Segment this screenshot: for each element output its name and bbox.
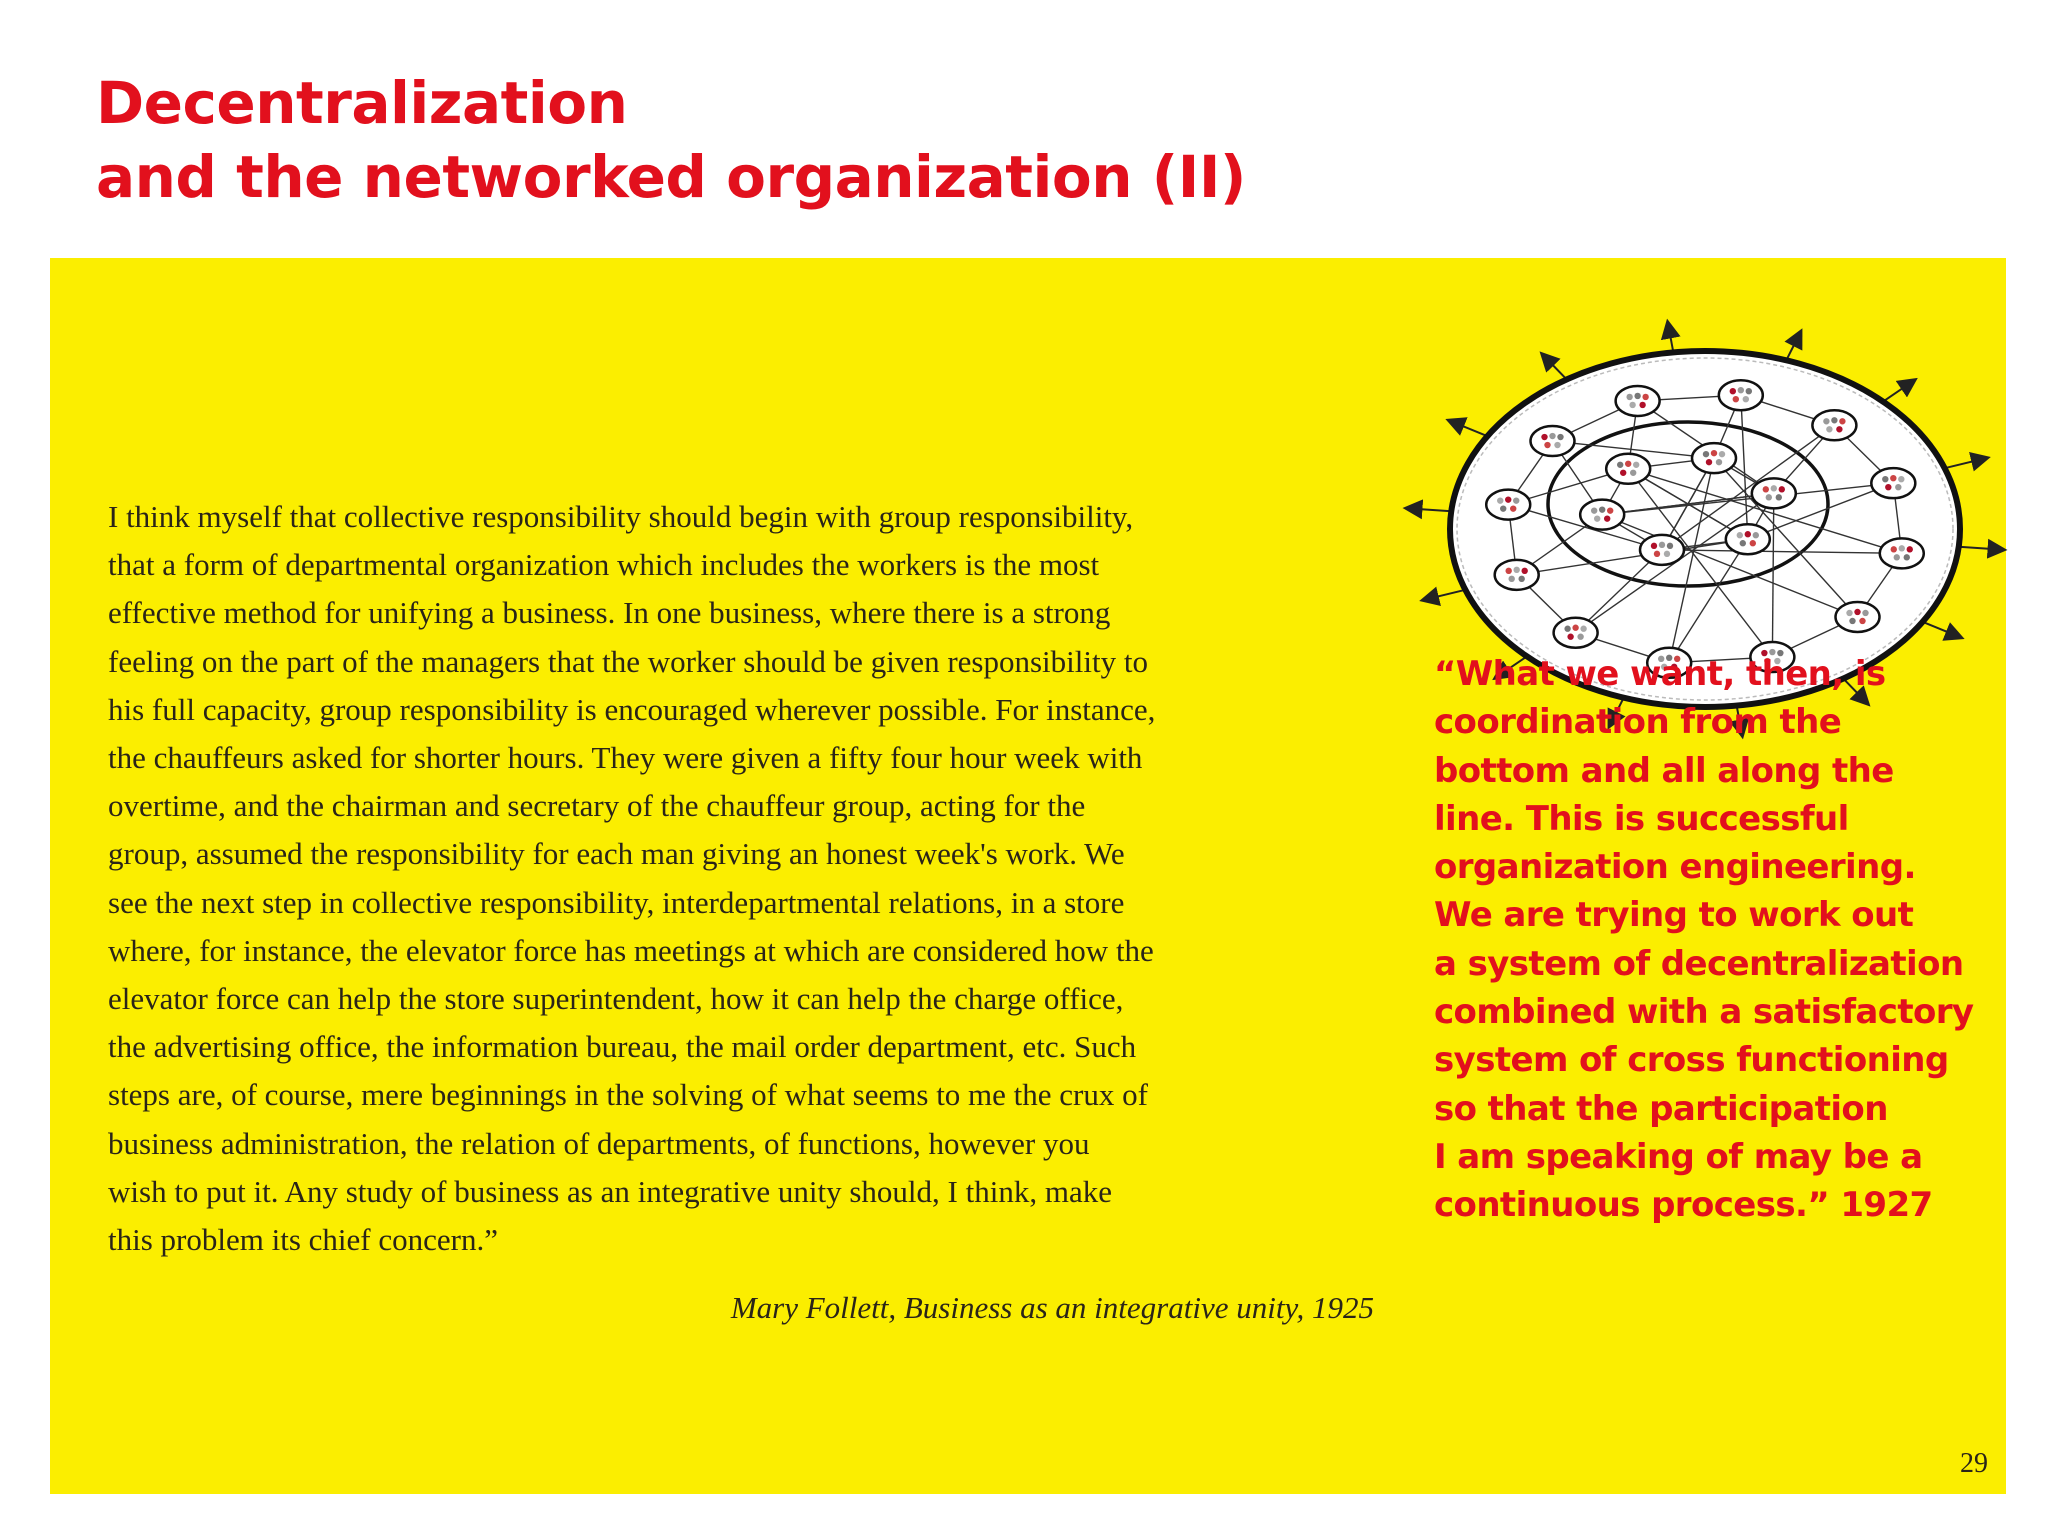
slide-title — [96, 66, 1246, 214]
side-quote-line: organization engineering. — [1434, 847, 1916, 888]
quote-attribution: Mary Follett, Business as an integrative unity, 1925 — [730, 1290, 1374, 1325]
network-node — [1871, 468, 1915, 498]
network-node — [1530, 426, 1574, 456]
side-quote-line: so that the participation — [1434, 1088, 1888, 1129]
outward-arrow — [1883, 380, 1914, 401]
side-quote-line: I am speaking of may be a — [1434, 1136, 1923, 1177]
quote-line: group, assumed the responsibility for each man giving an honest week's work. We — [108, 836, 1125, 872]
network-node — [1880, 538, 1924, 568]
quote-line: overtime, and the chairman and secretary of the chauffeur group, acting for the — [108, 788, 1086, 824]
quote-line: I think myself that collective responsibility should begin with group responsibility, — [108, 499, 1134, 534]
slide-title-line-1: Decentralization — [96, 69, 628, 137]
side-quote — [1434, 650, 2014, 1230]
network-node — [1836, 602, 1880, 632]
quote-line: effective method for unifying a business. In one business, where there is a strong — [108, 595, 1111, 631]
network-node — [1752, 478, 1796, 508]
quote-line: the advertising office, the information bureau, the mail order department, etc. Such — [108, 1029, 1137, 1065]
quote-line: business administration, the relation of departments, of functions, however you — [108, 1125, 1090, 1161]
quote-line: wish to put it. Any study of business as an integrative unity should, I think, make — [108, 1173, 1112, 1209]
quote-line: see the next step in collective responsibility, interdepartmental relations, in a store — [108, 884, 1125, 920]
network-node — [1719, 380, 1763, 410]
network-node — [1640, 535, 1684, 565]
side-quote-line: system of cross functioning — [1434, 1040, 1949, 1081]
outward-arrow — [1923, 622, 1961, 638]
quote-line: steps are, of course, mere beginnings in the solving of what seems to me the crux of — [108, 1077, 1148, 1113]
outward-arrow — [1945, 458, 1987, 468]
outward-arrow — [1423, 590, 1465, 600]
follett-quote — [108, 493, 1398, 1264]
quote-line: this problem its chief concern.” — [108, 1222, 498, 1258]
network-node — [1486, 490, 1530, 520]
outward-arrow — [1406, 508, 1451, 511]
side-quote-line: “What we want, then, is — [1434, 654, 1886, 694]
outward-arrow — [1449, 420, 1487, 436]
network-node — [1692, 443, 1736, 473]
network-node — [1580, 500, 1624, 530]
network-node — [1616, 386, 1660, 416]
quote-line: the chauffeurs asked for shorter hours. They were given a fifty four hour week with — [108, 740, 1143, 776]
outward-arrow — [1959, 547, 2004, 550]
quote-line: that a form of departmental organization which includes the workers is the most — [108, 547, 1100, 583]
network-node — [1554, 618, 1598, 648]
side-quote-line: line. This is successful — [1434, 798, 1849, 839]
network-node — [1812, 410, 1856, 440]
outward-arrow — [1542, 354, 1566, 379]
outward-arrow — [1786, 332, 1800, 360]
quote-line: elevator force can help the store superintendent, how it can help the charge office, — [108, 981, 1124, 1017]
side-quote-line: continuous process.” 1927 — [1434, 1185, 1933, 1226]
side-quote-line: bottom and all along the — [1434, 750, 1894, 791]
network-node — [1495, 560, 1539, 590]
network-node — [1726, 524, 1770, 554]
page-number: 29 — [1960, 1448, 1988, 1479]
side-quote-line: a system of decentralization — [1434, 943, 1964, 984]
outward-arrow — [1668, 323, 1674, 353]
quote-line: where, for instance, the elevator force has meetings at which are considered how the — [108, 932, 1154, 968]
quote-line: his full capacity, group responsibility is encouraged wherever possible. For instance, — [108, 691, 1156, 727]
network-node — [1606, 454, 1650, 484]
slide-title-line-2: and the networked organization (II) — [96, 143, 1246, 211]
side-quote-line: combined with a satisfactory — [1434, 992, 1974, 1033]
side-quote-line: We are trying to work out — [1434, 895, 1914, 936]
quote-line: feeling on the part of the managers that the worker should be given responsibility to — [108, 643, 1148, 679]
side-quote-line: coordination from the — [1434, 702, 1842, 743]
